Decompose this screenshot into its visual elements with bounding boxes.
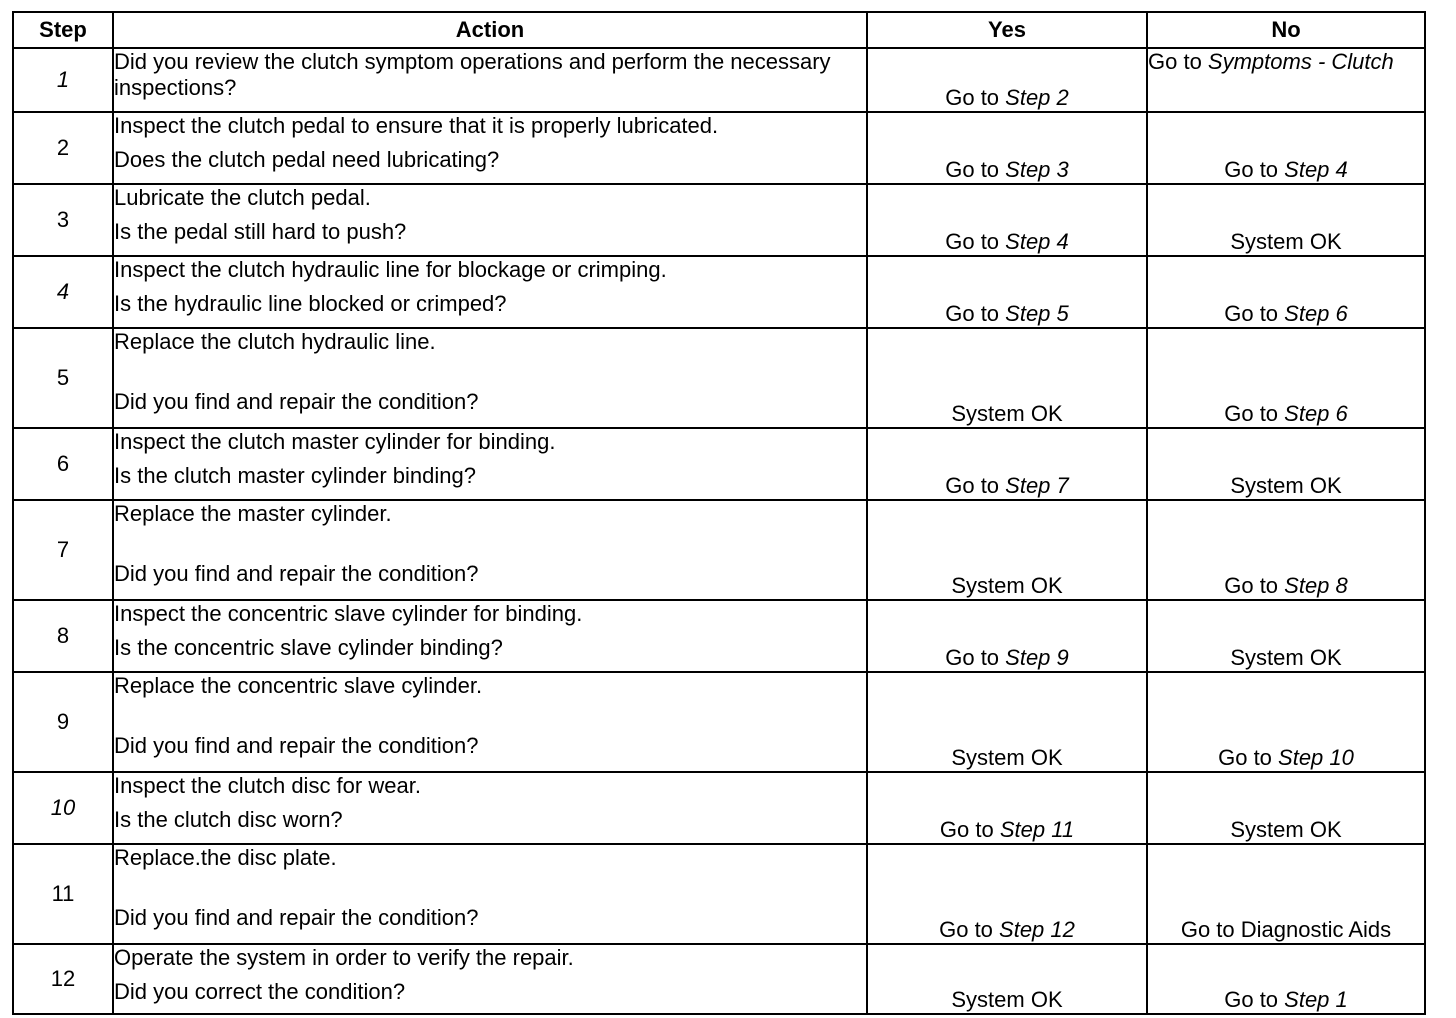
yes-text: Go to xyxy=(945,473,1006,498)
no-step-link[interactable]: Step 1 xyxy=(1284,987,1348,1012)
yes-cell xyxy=(867,500,1147,600)
step-number: 5 xyxy=(13,328,113,428)
action-text: Replace the clutch hydraulic line. xyxy=(114,329,436,354)
no-text: Go to xyxy=(1224,301,1285,326)
yes-cell xyxy=(867,428,1147,500)
step-number: 12 xyxy=(13,944,113,1014)
yes-text: System OK xyxy=(951,401,1063,426)
step-number: 3 xyxy=(13,184,113,256)
yes-cell xyxy=(867,328,1147,428)
no-text: Go to xyxy=(1224,157,1285,182)
diagnostic-table xyxy=(12,11,1426,1015)
step-number: 6 xyxy=(13,428,113,500)
step-number: 10 xyxy=(13,772,113,844)
yes-step-link[interactable]: Step 2 xyxy=(1005,85,1069,110)
step-number: 4 xyxy=(13,256,113,328)
table-row xyxy=(13,48,1425,112)
action-text: Inspect the clutch master cylinder for binding. xyxy=(114,429,556,454)
yes-cell xyxy=(867,772,1147,844)
yes-text: Go to xyxy=(945,229,1006,254)
no-cell xyxy=(1147,184,1425,256)
no-text: System OK xyxy=(1230,229,1342,254)
header-yes: Yes xyxy=(867,12,1147,48)
action-question: Is the clutch master cylinder binding? xyxy=(114,463,476,488)
no-text: System OK xyxy=(1230,645,1342,670)
table-row xyxy=(13,944,1425,1014)
yes-cell xyxy=(867,672,1147,772)
yes-step-link[interactable]: Step 12 xyxy=(999,917,1075,942)
action-text: Inspect the concentric slave cylinder for binding. xyxy=(114,601,583,626)
header-action: Action xyxy=(113,12,867,48)
yes-text: Go to xyxy=(945,301,1006,326)
yes-text: Go to xyxy=(945,85,1006,110)
action-text: Operate the system in order to verify the repair. xyxy=(114,945,574,970)
yes-cell xyxy=(867,256,1147,328)
action-question: Did you find and repair the condition? xyxy=(114,389,479,414)
yes-text: System OK xyxy=(951,987,1063,1012)
action-question: Does the clutch pedal need lubricating? xyxy=(114,147,500,172)
table-row xyxy=(13,500,1425,600)
action-text: Lubricate the clutch pedal. xyxy=(114,185,371,210)
yes-cell xyxy=(867,184,1147,256)
action-text: Replace the concentric slave cylinder. xyxy=(114,673,483,698)
no-cell xyxy=(1147,672,1425,772)
action-question: Did you find and repair the condition? xyxy=(114,561,479,586)
action-cell xyxy=(113,944,867,1014)
no-cell xyxy=(1147,944,1425,1014)
step-number: 11 xyxy=(13,844,113,944)
action-cell xyxy=(113,772,867,844)
yes-text: Go to xyxy=(939,817,1000,842)
header-step: Step xyxy=(13,12,113,48)
action-question: Did you find and repair the condition? xyxy=(114,733,479,758)
action-cell xyxy=(113,328,867,428)
yes-cell xyxy=(867,844,1147,944)
action-question: Did you find and repair the condition? xyxy=(114,905,479,930)
action-cell xyxy=(113,500,867,600)
action-cell xyxy=(113,48,867,112)
action-cell xyxy=(113,672,867,772)
header-no: No xyxy=(1147,12,1425,48)
table-row xyxy=(13,772,1425,844)
no-text: Go to xyxy=(1148,49,1208,74)
table-row xyxy=(13,428,1425,500)
no-text: Go to xyxy=(1218,745,1279,770)
no-cell xyxy=(1147,328,1425,428)
table-row xyxy=(13,672,1425,772)
action-question: Is the concentric slave cylinder binding? xyxy=(114,635,503,660)
action-text: Replace the master cylinder. xyxy=(114,501,392,526)
no-step-link[interactable]: Step 4 xyxy=(1284,157,1348,182)
action-question: Did you correct the condition? xyxy=(114,979,406,1004)
action-text: Inspect the clutch pedal to ensure that it is properly lubricated. xyxy=(114,113,719,138)
table-row xyxy=(13,256,1425,328)
table-row xyxy=(13,184,1425,256)
action-cell xyxy=(113,844,867,944)
action-question: Is the hydraulic line blocked or crimped? xyxy=(114,291,507,316)
yes-cell xyxy=(867,944,1147,1014)
no-cell xyxy=(1147,772,1425,844)
no-text: Go to xyxy=(1224,987,1285,1012)
no-text: Go to xyxy=(1224,401,1285,426)
step-number: 9 xyxy=(13,672,113,772)
action-cell xyxy=(113,600,867,672)
step-number: 7 xyxy=(13,500,113,600)
yes-step-link[interactable]: Step 5 xyxy=(1005,301,1069,326)
yes-cell xyxy=(867,48,1147,112)
table-row xyxy=(13,112,1425,184)
yes-step-link[interactable]: Step 7 xyxy=(1005,473,1069,498)
no-cell xyxy=(1147,48,1425,112)
step-number: 1 xyxy=(13,48,113,112)
no-cell xyxy=(1147,256,1425,328)
action-cell xyxy=(113,112,867,184)
action-cell xyxy=(113,256,867,328)
yes-text: Go to xyxy=(939,917,1000,942)
no-text: Go to xyxy=(1224,573,1285,598)
no-text: Go to Diagnostic Aids xyxy=(1180,917,1392,942)
yes-text: Go to xyxy=(945,645,1006,670)
no-cell xyxy=(1147,600,1425,672)
yes-text: System OK xyxy=(951,573,1063,598)
table-row xyxy=(13,328,1425,428)
no-cell xyxy=(1147,844,1425,944)
action-text: Replace.the disc plate. xyxy=(114,845,337,870)
no-text: System OK xyxy=(1230,817,1342,842)
action-cell xyxy=(113,428,867,500)
header-row xyxy=(13,12,1425,48)
step-number: 2 xyxy=(13,112,113,184)
yes-cell xyxy=(867,112,1147,184)
action-text: Inspect the clutch hydraulic line for blockage or crimping. xyxy=(114,257,667,282)
no-cell xyxy=(1147,428,1425,500)
no-step-link[interactable]: Symptoms - Clutch xyxy=(1207,49,1394,74)
yes-text: Go to xyxy=(945,157,1006,182)
yes-step-link[interactable]: Step 3 xyxy=(1005,157,1069,182)
yes-step-link[interactable]: Step 11 xyxy=(999,817,1075,842)
yes-cell xyxy=(867,600,1147,672)
yes-step-link[interactable]: Step 4 xyxy=(1005,229,1069,254)
no-step-link[interactable]: Step 10 xyxy=(1278,745,1354,770)
action-text: Inspect the clutch disc for wear. xyxy=(114,773,421,798)
no-step-link[interactable]: Step 6 xyxy=(1284,401,1348,426)
step-number: 8 xyxy=(13,600,113,672)
yes-text: System OK xyxy=(951,745,1063,770)
no-cell xyxy=(1147,500,1425,600)
action-question: Is the clutch disc worn? xyxy=(114,807,343,832)
no-text: System OK xyxy=(1230,473,1342,498)
no-step-link[interactable]: Step 8 xyxy=(1284,573,1348,598)
no-cell xyxy=(1147,112,1425,184)
action-question: Is the pedal still hard to push? xyxy=(114,219,407,244)
table-row xyxy=(13,600,1425,672)
yes-step-link[interactable]: Step 9 xyxy=(1005,645,1069,670)
no-step-link[interactable]: Step 6 xyxy=(1284,301,1348,326)
action-cell xyxy=(113,184,867,256)
table-row xyxy=(13,844,1425,944)
action-text: Did you review the clutch symptom operations and perform the necessary inspections? xyxy=(114,49,831,100)
